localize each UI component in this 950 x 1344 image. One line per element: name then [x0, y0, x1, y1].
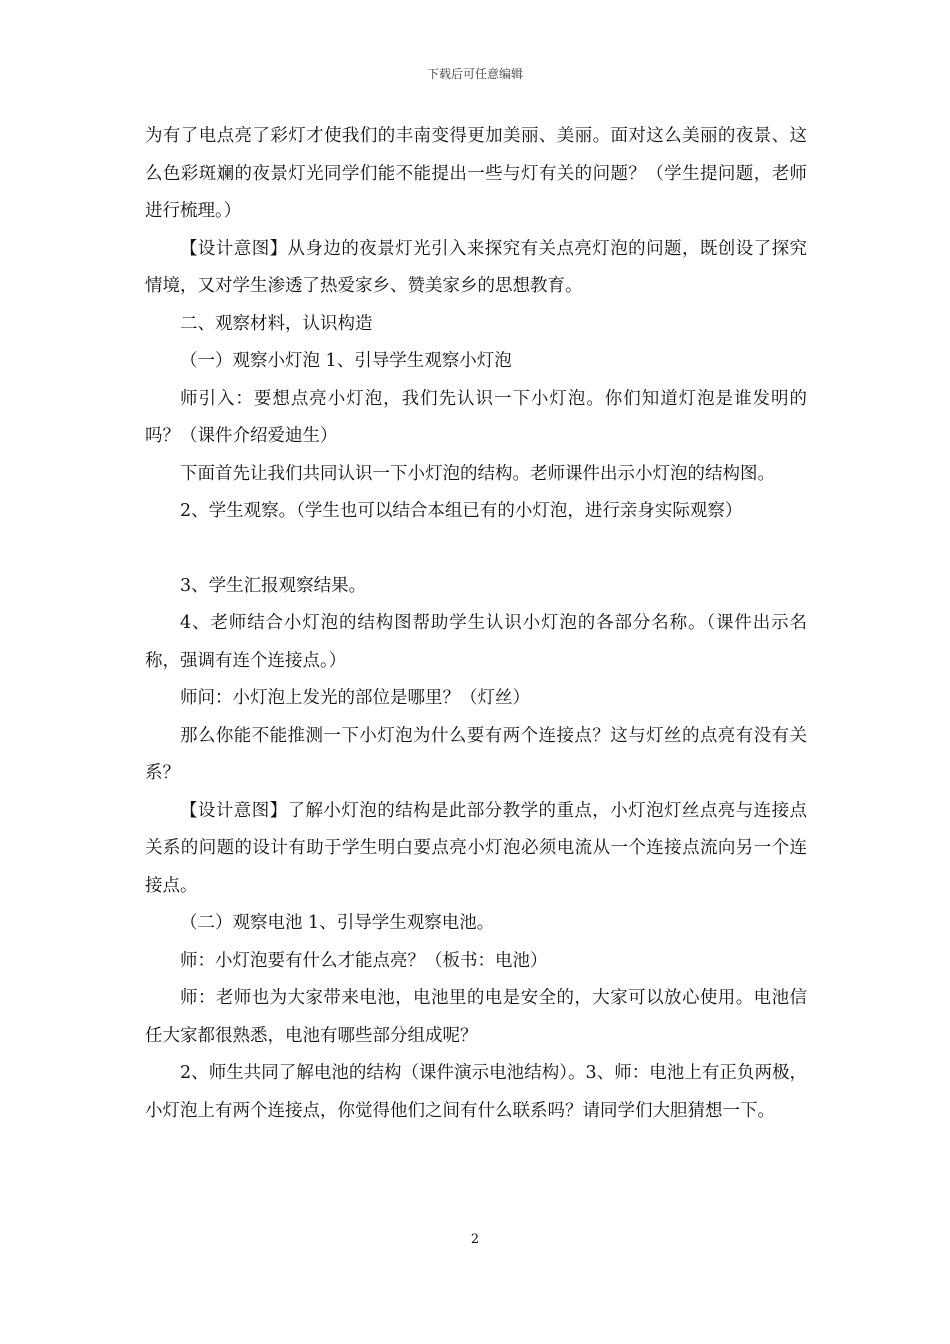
- paragraph-continuation: 为有了电点亮了彩灯才使我们的丰南变得更加美丽、美丽。面对这么美丽的夜景、这么色彩斑斓的夜景灯光同学们能不能提出一些与灯有关的问题？（学生提问题，老师进行梳理。）: [145, 126, 807, 221]
- paragraph-infer-connections: 那么你能不能推测一下小灯泡为什么要有两个连接点？这与灯丝的点亮有没有关系？: [145, 725, 807, 783]
- page-number: 2: [470, 1232, 480, 1247]
- paragraph-student-observe: 2、学生观察。（学生也可以结合本组已有的小灯泡，进行亲身实际观察）: [180, 501, 743, 521]
- paragraph-design-intent-2: 【设计意图】了解小灯泡的结构是此部分教学的重点，小灯泡灯丝点亮与连接点关系的问题的设计有助于学生明白要点亮小灯泡必须电流从一个连接点流向另一个连接点。: [145, 800, 807, 896]
- paragraph-bulb-structure: 下面首先让我们共同认识一下小灯泡的结构。老师课件出示小灯泡的结构图。: [180, 463, 775, 484]
- page-header: 下载后可任意编辑: [426, 67, 523, 81]
- paragraph-battery-structure: 2、师生共同了解电池的结构（课件演示电池结构）。3、师：电池上有正负两极，小灯泡上有两个连接点，你觉得他们之间有什么联系吗？请同学们大胆猜想一下。: [145, 1063, 807, 1121]
- paragraph-battery-question: 师：小灯泡要有什么才能点亮？（板书：电池）: [180, 950, 548, 971]
- paragraph-bulb-parts: 4、老师结合小灯泡的结构图帮助学生认识小灯泡的各部分名称。（课件出示名称，强调有连个连接点。）: [145, 613, 807, 671]
- paragraph-student-report: 3、学生汇报观察结果。: [180, 575, 367, 596]
- subsection-observe-bulb: （一）观察小灯泡 1、引导学生观察小灯泡: [180, 351, 512, 371]
- paragraph-battery-safe: 师：老师也为大家带来电池，电池里的电是安全的，大家可以放心使用。电池信任大家都很熟悉，电池有哪些部分组成呢？: [145, 988, 807, 1046]
- paragraph-teacher-question: 师问：小灯泡上发光的部位是哪里？（灯丝）: [180, 688, 530, 708]
- blank-line: [145, 531, 807, 568]
- subsection-observe-battery: （二）观察电池 1、引导学生观察电池。: [180, 913, 495, 933]
- paragraph-design-intent-1: 【设计意图】从身边的夜景灯光引入来探究有关点亮灯泡的问题，既创设了探究情境，又对学生渗透了热爱家乡、赞美家乡的思想教育。: [145, 238, 807, 296]
- document-body: [145, 118, 807, 1130]
- paragraph-teacher-intro: 师引入：要想点亮小灯泡，我们先认识一下小灯泡。你们知道灯泡是谁发明的吗？（课件介绍爱迪生）: [145, 388, 807, 446]
- section-heading-observe-materials: 二、观察材料，认识构造: [180, 313, 373, 334]
